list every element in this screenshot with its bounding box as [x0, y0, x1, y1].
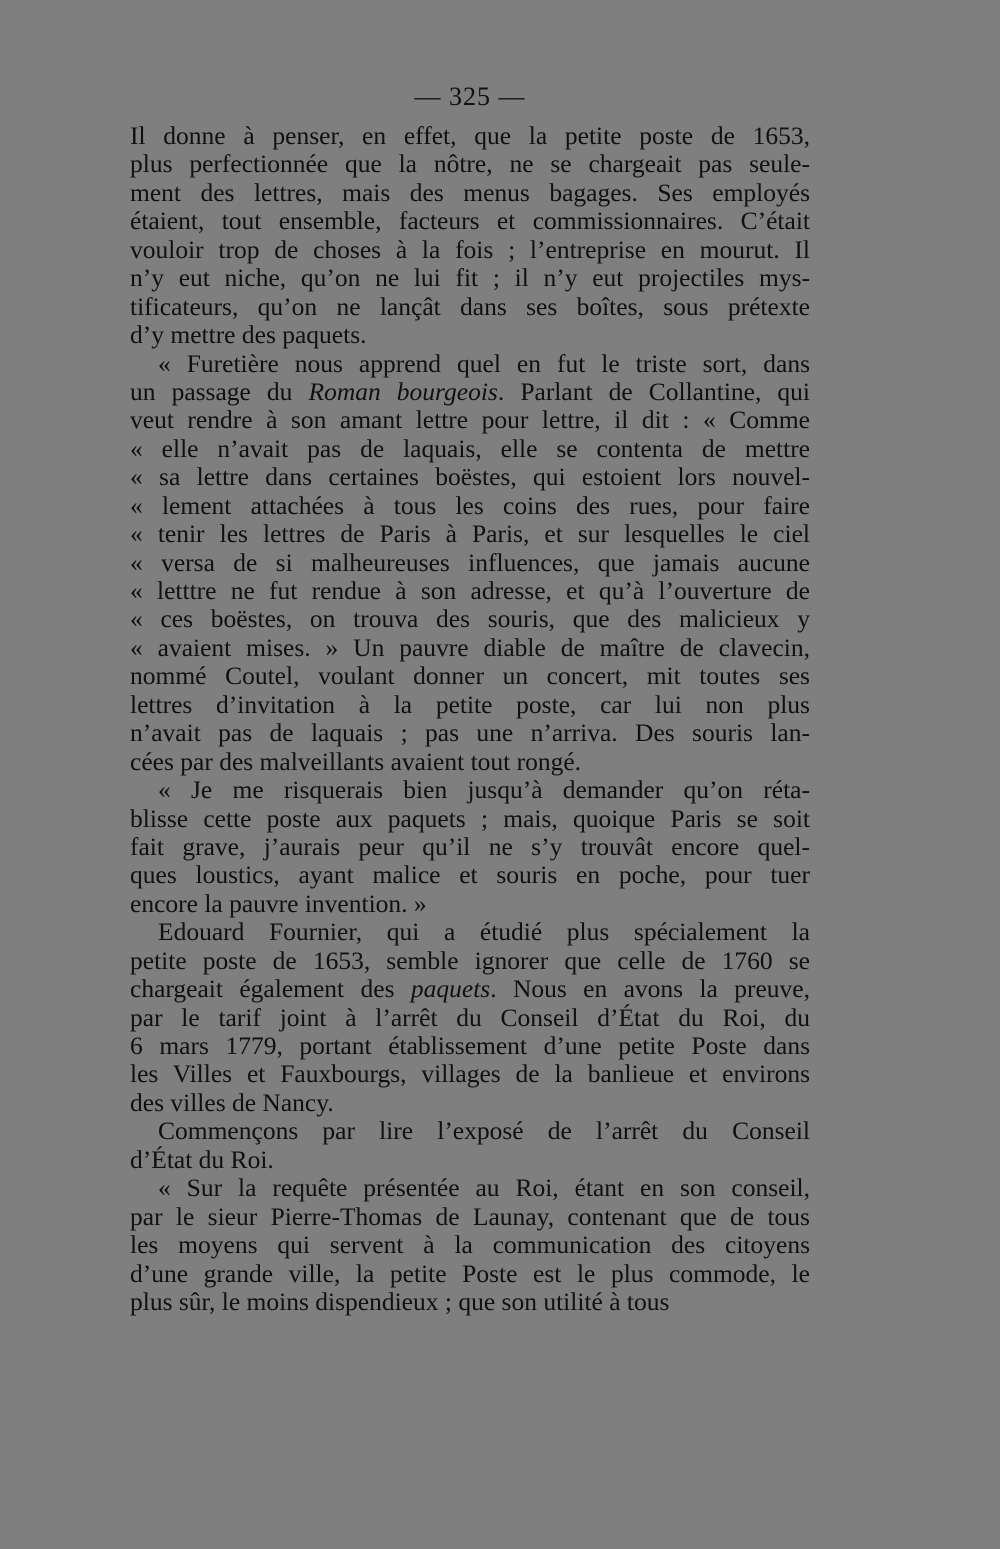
text-line: vouloir trop de choses à la fois ; l’entreprise en mourut. Il [130, 234, 810, 264]
text-line: « elle n’avait pas de laquais, elle se contenta de mettre [130, 433, 810, 463]
text-line: « Je me risquerais bien jusqu’à demander qu’on réta- [158, 775, 810, 805]
text-line: plus perfectionnée que la nôtre, ne se chargeait pas seule- [130, 149, 810, 179]
text-line: « versa de si malheureuses influences, que jamais aucune [130, 547, 810, 577]
book-page [130, 82, 810, 1316]
paragraph [130, 918, 810, 1117]
text-line: n’avait pas de laquais ; pas une n’arriva. Des souris lan- [130, 718, 810, 748]
text-line: ques loustics, ayant malice et souris en poche, pour tuer [130, 860, 810, 890]
text-line: veut rendre à son amant lettre pour lettre, il dit : « Comme [130, 405, 810, 435]
text-line: « avaient mises. » Un pauvre diable de maître de clavecin, [130, 632, 810, 662]
paragraph [130, 1117, 810, 1174]
text-line: « lement attachées à tous les coins des rues, pour faire [130, 490, 810, 520]
text-line [130, 378, 810, 406]
text-line: les Villes et Fauxbourgs, villages de la banlieue et environs [130, 1059, 810, 1089]
text-line: des villes de Nancy. [130, 1087, 334, 1117]
text-line [130, 975, 810, 1003]
text-line: plus sûr, le moins dispendieux ; que son utilité à tous [130, 1286, 670, 1316]
text-line: 6 mars 1779, portant établissement d’une petite Poste dans [130, 1031, 810, 1060]
italic-title: Roman bourgeois [308, 376, 498, 406]
text-line: « sa lettre dans certaines boëstes, qui estoient lors nouvel- [130, 462, 810, 492]
text-line: d’une grande ville, la petite Poste est le plus commode, le [130, 1258, 810, 1288]
text-segment: chargeait également des [130, 974, 411, 1004]
text-line: « tenir les lettres de Paris à Paris, et sur lesquelles le ciel [130, 519, 810, 549]
text-segment: . Parlant de Collantine, qui [497, 376, 810, 406]
text-line: « letttre ne fut rendue à son adresse, et qu’à l’ouverture de [130, 576, 810, 605]
text-segment: . Nous en avons la preuve, [490, 974, 810, 1004]
text-line: nommé Coutel, voulant donner un concert, mit toutes ses [130, 661, 810, 691]
text-line: « Sur la requête présentée au Roi, étant en son conseil, [158, 1173, 810, 1203]
text-line: petite poste de 1653, semble ignorer que celle de 1760 se [130, 945, 810, 975]
text-line: « ces boëstes, on trouva des souris, que des malicieux y [130, 604, 810, 634]
page-number: — 325 — [414, 82, 526, 111]
text-segment: un passage du [130, 376, 309, 406]
text-line: d’État du Roi. [130, 1144, 274, 1174]
paragraph [130, 350, 810, 777]
text-line: cées par des malveillants avaient tout rongé. [130, 746, 582, 776]
text-line: blisse cette poste aux paquets ; mais, quoique Paris se soit [130, 803, 810, 833]
paragraph [130, 122, 810, 350]
text-line: ment des lettres, mais des menus bagages. Ses employés [130, 177, 810, 207]
text-line: lettres d’invitation à la petite poste, car lui non plus [130, 689, 810, 719]
text-line: encore la pauvre invention. » [130, 888, 427, 918]
text-line: Il donne à penser, en effet, que la petite poste de 1653, [130, 121, 810, 150]
text-line: par le sieur Pierre-Thomas de Launay, contenant que de tous [130, 1201, 810, 1231]
text-line: fait grave, j’aurais peur qu’il ne s’y trouvât encore quel- [130, 831, 810, 861]
text-line: « Furetière nous apprend quel en fut le triste sort, dans [158, 348, 810, 378]
italic-title: paquets [410, 974, 491, 1004]
paragraph [130, 776, 810, 918]
text-line: tificateurs, qu’on ne lançât dans ses boîtes, sous prétexte [130, 291, 810, 321]
text-line: les moyens qui servent à la communication des citoyens [130, 1230, 810, 1260]
text-line: d’y mettre des paquets. [130, 320, 367, 350]
text-line: par le tarif joint à l’arrêt du Conseil d’État du Roi, du [130, 1002, 810, 1032]
text-line: Commençons par lire l’exposé de l’arrêt du Conseil [158, 1116, 810, 1146]
text-line: Edouard Fournier, qui a étudié plus spécialement la [158, 917, 810, 947]
text-line: étaient, tout ensemble, facteurs et commissionnaires. C’était [130, 206, 810, 236]
body-text [130, 122, 810, 1316]
text-line: n’y eut niche, qu’on ne lui fit ; il n’y eut projectiles mys- [130, 263, 810, 293]
paragraph [130, 1174, 810, 1316]
